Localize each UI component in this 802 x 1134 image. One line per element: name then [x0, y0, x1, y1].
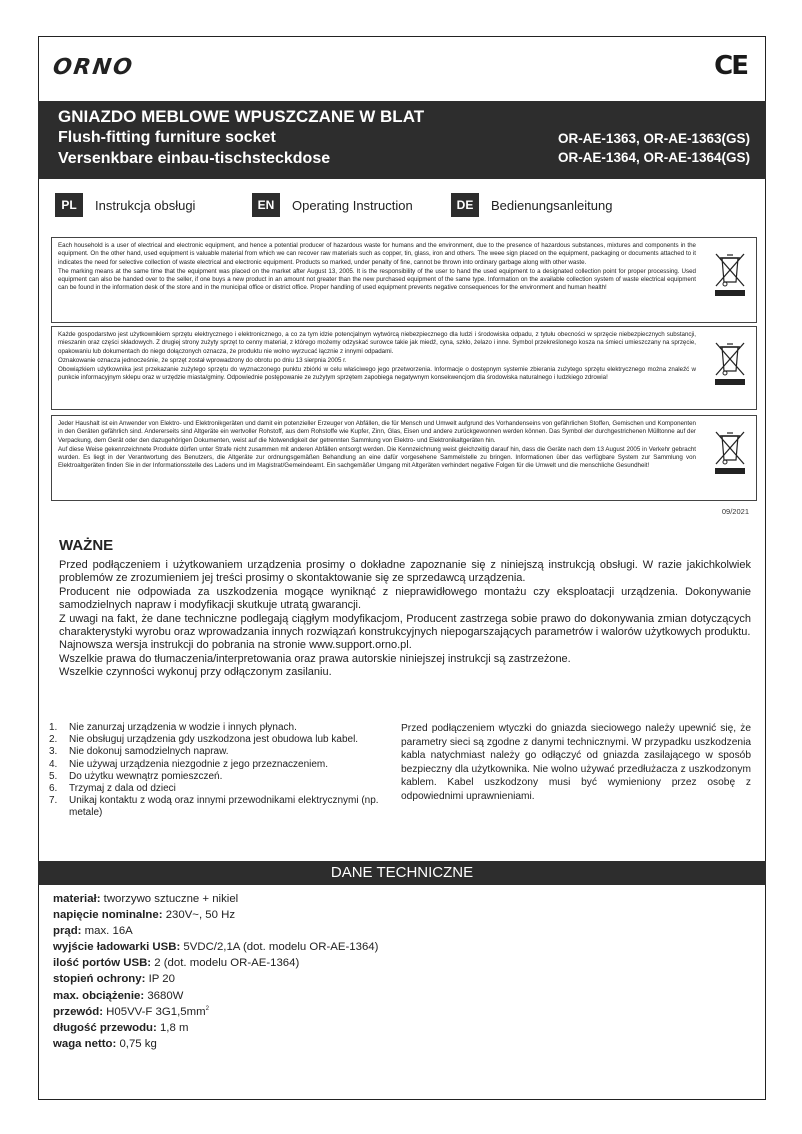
weee-text: Jeder Haushalt ist ein Anwender von Elektro- und Elektronikgeräten und damit ein potenzieller Erzeuger von Abfällen, die für Mensch und Umwelt aufgrund des Vorhandenseins von gefährlichen Stoffen, Gemischen und Komponenten in den Geräten gefährlich sind. Andererseits sind Altgeräte ein wertvoller Rohstoff, aus dem Rohstoffe wie Kupfer, Zinn, Glas, Eisen und andere zurückgewonnen werden können. Das Symbol der durchgestrichenen Mülltonne auf der Verpackung, dem Gerät oder den dazugehörigen Dokumenten, weist auf die Notwendigkeit der getrennten Sammlung von Elektro- und Elektronikaltgeräten hin. [58, 420, 696, 444]
important-paragraph: Z uwagi na fakt, że dane techniczne podlegają ciągłym modyfikacjom, Producent zastrzega sobie prawo do dokonywania zmian dotyczących charakterystyki wyrobu oraz wprowadzania innych rozwiązań konstrukcyjnych niepogarszających parametrów i walorów użytkowych produktu. [59, 612, 751, 639]
important-section [59, 559, 751, 680]
model-numbers-line-1: OR-AE-1363, OR-AE-1363(GS) [557, 131, 750, 146]
crossed-bin-icon [714, 430, 746, 476]
ce-mark: CE [714, 51, 747, 81]
weee-text: Each household is a user of electrical and electronic equipment, and hence a potential producer of hazardous waste for humans and the environment, due to the presence of hazardous substances, mixtures and components in the equipment. On the other hand, used equipment is valuable material from which we can recover raw materials such as copper, tin, glass, iron and others. The weee sign placed on the equipment, packaging or documents attached to it indicates the need for selective collection of waste electrical and electronic equipment. Products so marked, under penalty of fine, cannot be thrown into ordinary garbage along with other waste. [58, 242, 696, 266]
weee-notice-pl [51, 326, 757, 410]
important-paragraph: Przed podłączeniem i użytkowaniem urządzenia prosimy o dokładne zapoznanie się z niniejszą instrukcją obsługi. W razie jakichkolwiek problemów ze zrozumieniem jej treści prosimy o skontaktowanie się ze sprzedawcą urządzenia. [59, 559, 751, 585]
weee-text: The marking means at the same time that the equipment was placed on the market after August 13, 2005. It is the responsibility of the user to hand the used equipment to a designated collection point for proper processing. Used equipment can also be handed over to the seller, if one buys a new product in an amount not greater than the new purchased equipment of the same type. Information on the available collection system of waste electrical equipment can be found in the information desk of the store and in the municipal office or district office. Proper handling of used equipment prevents negative consequences for the environment and human health! [58, 267, 696, 292]
document-date: 09/2021 [721, 507, 749, 516]
safety-list [49, 722, 389, 820]
spec-row: max. obciążenie: 3680W [53, 989, 184, 1002]
spec-row: ilość portów USB: 2 (dot. modelu OR-AE-1364) [53, 957, 300, 970]
spec-row: długość przewodu: 1,8 m [53, 1021, 189, 1034]
language-label: Operating Instruction [292, 197, 413, 213]
list-item: 7. Unikaj kontaktu z wodą oraz innymi przewodnikami elektrycznymi (np. metale) [49, 795, 379, 819]
list-item: 1. Nie zanurzaj urządzenia w wodzie i innych płynach. [49, 722, 297, 733]
important-paragraph: Producent nie odpowiada za uszkodzenia mogące wyniknąć z nieprawidłowego montażu czy eksploatacji urządzenia. Dokonywanie samodzielnych napraw i modyfikacji skutkuje utratą gwarancji. [59, 585, 751, 612]
spec-row: napięcie nominalne: 230V~, 50 Hz [53, 909, 236, 922]
crossed-bin-icon [714, 341, 746, 387]
weee-text: Auf diese Weise gekennzeichnete Produkte dürfen unter Strafe nicht zusammen mit anderen Abfällen entsorgt werden. Die Kennzeichnung weist gleichzeitig darauf hin, dass die Geräte nach dem 13 August 2005 in Verkehr gebracht wurden. Es liegt in der Verantwortung des Benutzers, die Altgeräte zur ordnungsgemäßen Behandlung an eine dafür vorgesehene Sammelstelle zu bringen. Informationen über das verfügbare System zur Sammlung von Elektroaltgeräten finden Sie in der Informationsstelle des Ladens und im Magistrat/Gemeindeamt. Ein sachgemäßer Umgang mit Altgeräten verhindert negative Folgen für die Umwelt und die menschliche Gesundheit! [58, 445, 696, 470]
list-item: 3. Nie dokonuj samodzielnych napraw. [49, 746, 229, 758]
weee-notice-de [51, 415, 757, 501]
spec-row: przewód: H05VV-F $3G1,5mm^2$ [53, 1005, 209, 1018]
weee-text: Każde gospodarstwo jest użytkownikiem sprzętu elektrycznego i elektronicznego, a co za tym idzie potencjalnym wytwórcą niebezpiecznego dla ludzi i środowiska odpadu, z tytułu obecności w sprzęcie niebezpiecznych substancji, mieszanin oraz części składowych. Z drugiej strony zużyty sprzęt to cenny materiał, z którego możemy odzyskać surowce takie jak miedź, cyna, szkło, żelazo i inne. Symbol przekreślonego kosza na śmieci umieszczany na sprzęcie, opakowaniu lub dokumentach do niego dołączonych oznacza, że produktu nie wolno wyrzucać łącznie z innymi odpadami. [58, 331, 696, 355]
language-de [451, 192, 612, 218]
language-label: Bedienungsanleitung [491, 197, 613, 213]
language-pl [55, 192, 195, 218]
list-item: 5. Do użytku wewnątrz pomieszczeń. [49, 770, 223, 782]
spec-row: stopień ochrony: IP 20 [53, 973, 175, 986]
technical-specs [53, 891, 378, 1052]
language-code: DE [451, 193, 479, 217]
technical-data-heading: DANE TECHNICZNE [38, 861, 766, 885]
spec-row: waga netto: 0,75 kg [53, 1037, 157, 1050]
list-item: 2. Nie obsługuj urządzenia gdy uszkodzona jest obudowa lub kabel. [49, 734, 359, 746]
language-label: Instrukcja obsługi [95, 197, 196, 213]
connection-notice: Przed podłączeniem wtyczki do gniazda sieciowego należy upewnić się, że parametry sieci są zgodne z danymi technicznymi. W przypadku uszkodzenia kabla natychmiast należy go odłączyć od gniazda zasilającego w sposób bezpieczny dla użytkownika. Nie wolno używać przedłużacza z uszkodzonym kablem. Kabel uszkodzony musi być wymieniony przez osobę z odpowiednimi uprawnieniami. [401, 723, 751, 802]
weee-text: Obowiązkiem użytkownika jest przekazanie zużytego sprzętu do wyznaczonego punktu zbiórki w celu właściwego jego przetworzenia. Informacje o dostępnym systemie zbierania zużytego sprzętu elektrycznego można znaleźć w punkcie informacyjnym sklepu oraz w urzędzie miasta/gminy. Odpowiednie postępowanie ze zużytym sprzętem zapobiega negatywnym konsekwencjom dla środowiska naturalnego i ludzkiego zdrowia! [58, 366, 696, 382]
header [53, 51, 751, 91]
important-paragraph: Najnowsza wersja instrukcji do pobrania na stronie www.support.orno.pl. [59, 639, 412, 652]
language-code: PL [55, 193, 83, 217]
spec-row: prąd: max. 16A [53, 925, 133, 938]
weee-notice-en [51, 237, 757, 323]
spec-row: wyjście ładowarki USB: 5VDC/2,1A (dot. modelu OR-AE-1364) [53, 941, 379, 954]
language-en [252, 192, 413, 218]
spec-row: materiał: tworzywo sztuczne + nikiel [53, 893, 239, 905]
list-item: 4. Nie używaj urządzenia niezgodnie z jego przeznaczeniem. [49, 758, 329, 770]
important-paragraph: Wszelkie czynności wykonuj przy odłączonym zasilaniu. [59, 666, 332, 679]
list-item: 6. Trzymaj z dala od dzieci [49, 783, 176, 795]
weee-text: Oznakowanie oznacza jednocześnie, że sprzęt został wprowadzony do obrotu po dniu 13 sierpnia 2005 r. [58, 356, 347, 364]
language-bar [55, 192, 755, 218]
language-code: EN [252, 193, 280, 217]
title-en: Flush-fitting furniture socket [58, 129, 276, 146]
title-band [38, 101, 766, 179]
brand-logo: ORNO [51, 55, 136, 80]
crossed-bin-icon [714, 252, 746, 298]
title-de: Versenkbare einbau-tischsteckdose [58, 150, 331, 167]
title-pl: GNIAZDO MEBLOWE WPUSZCZANE W BLAT [58, 107, 425, 126]
important-paragraph: Wszelkie prawa do tłumaczenia/interpretowania oraz prawa autorskie niniejszej instrukcji są zastrzeżone. [59, 652, 571, 665]
important-heading: WAŻNE [59, 537, 114, 554]
document-page [38, 36, 766, 1100]
model-numbers-line-2: OR-AE-1364, OR-AE-1364(GS) [557, 150, 750, 165]
